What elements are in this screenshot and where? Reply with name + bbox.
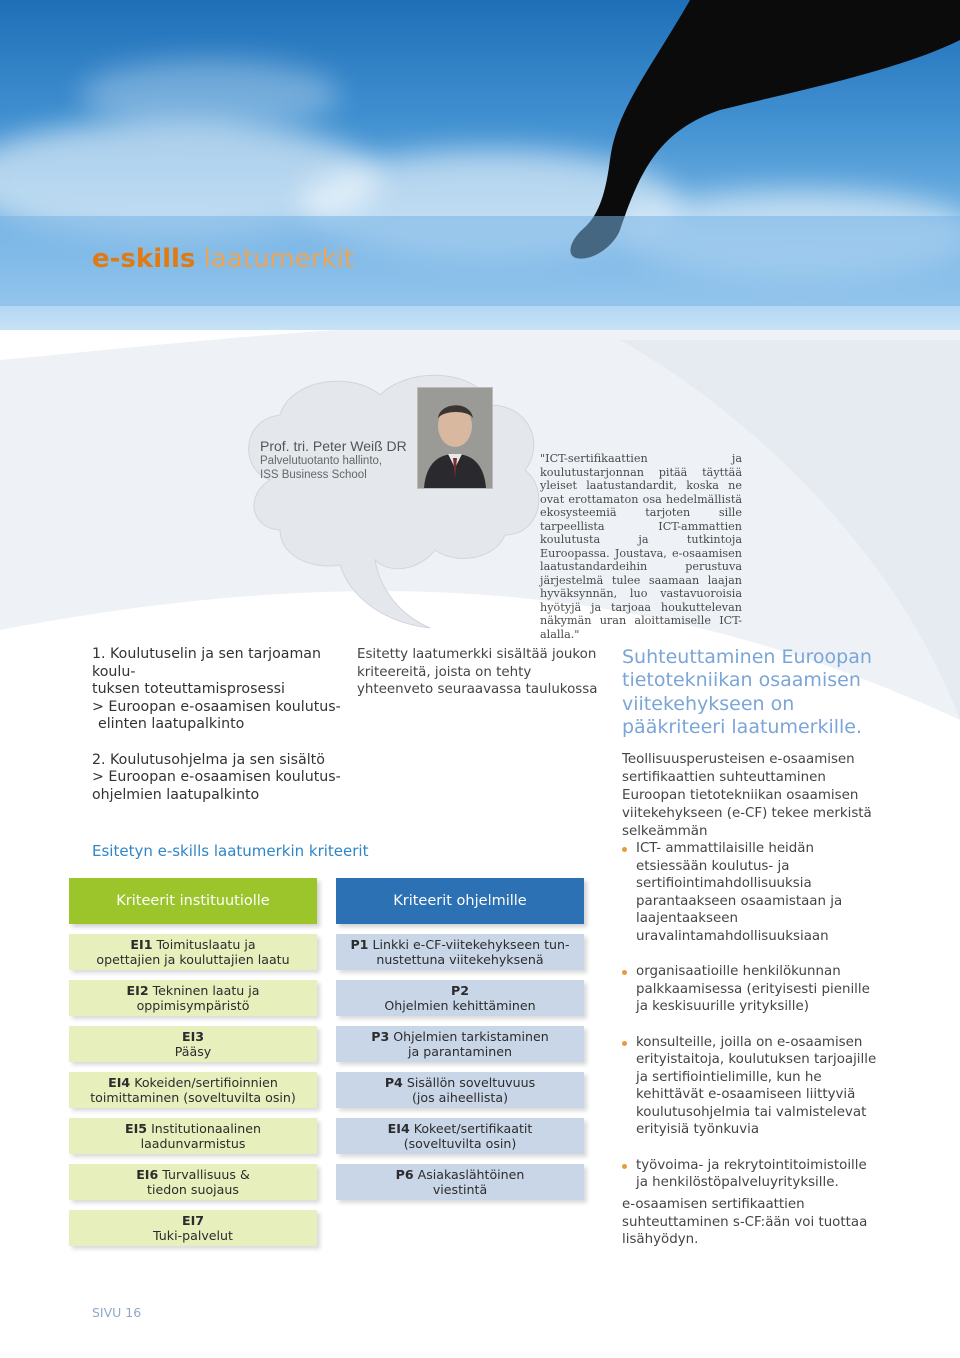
criteria-item-ei7 [69, 1210, 317, 1246]
criteria-code: P2 [451, 982, 469, 998]
benefits-list [622, 840, 880, 1210]
institution-criteria-table [69, 878, 317, 1246]
criteria-code: EI7 [181, 1212, 205, 1228]
criteria-item-ei6 [69, 1164, 317, 1200]
speech-bubble [230, 360, 550, 630]
award-2-line2: > Euroopan e-osaamisen koulutus- [92, 769, 341, 785]
criteria-text: Pääsy [174, 1044, 212, 1059]
benefit-text: organisaatioille henkilökunnan palkkaamisessa (erityisesti pienille ja keskisuurille yrityksille) [636, 964, 870, 1014]
page-number: SIVU 16 [92, 1305, 142, 1320]
benefit-text: konsulteille, joilla on e-osaamisen erityistaitoja, koulutuksen tarjoajille ja sertifiointielimille, kun he kehittävät e-osaamiseen liittyviä koulutusohjelmia tai valmistelevat erityisiä työnkuvia [636, 1034, 877, 1137]
criteria-item-p1 [336, 934, 584, 970]
bullet-icon [622, 1041, 627, 1046]
criteria-code: EI2 [126, 982, 149, 998]
criteria-code: P6 [395, 1166, 414, 1182]
criteria-item-p4 [336, 1072, 584, 1108]
criteria-text: Kokeet/sertifikaatit [409, 1120, 533, 1136]
criteria-text: toimittaminen (soveltuvilta osin) [90, 1090, 296, 1105]
award-list [92, 646, 342, 822]
criteria-code: EI1 [130, 936, 153, 952]
criteria-text: Tuki-palvelut [153, 1228, 233, 1243]
person-role [260, 454, 410, 482]
criteria-text: opettajien ja kouluttajien laatu [96, 952, 290, 967]
portrait-illustration [418, 388, 492, 488]
criteria-text: ja parantaminen [408, 1044, 512, 1059]
criteria-text: (soveltuvilta osin) [403, 1136, 517, 1151]
person-role-line2: ISS Business School [260, 469, 367, 481]
page-title [92, 244, 354, 274]
award-item-2 [92, 752, 342, 805]
criteria-text: tiedon suojaus [147, 1182, 239, 1197]
criteria-item-ei3 [69, 1026, 317, 1062]
bullet-icon [622, 1164, 627, 1169]
criteria-text: Ohjelmien kehittäminen [384, 998, 536, 1013]
criteria-text: Linkki e-CF-viitekehykseen tun- [368, 936, 570, 952]
benefit-item [622, 1034, 880, 1139]
award-2-line1: 2. Koulutusohjelma ja sen sisältö [92, 751, 325, 768]
award-2-line3: ohjelmien laatupalkinto [92, 786, 260, 803]
criteria-text: Asiakaslähtöinen [413, 1166, 525, 1182]
criteria-code: P3 [371, 1028, 390, 1044]
benefit-text: ICT- ammattilaisille heidän etsiessään koulutus- ja sertifiointimahdollisuuksia parantaakseen osaamistaan ja laajentaakseen uravalintamahdollisuuksiaan [636, 841, 843, 944]
criteria-item-p5 [336, 1118, 584, 1154]
quote-text: "ICT-sertifikaattien ja koulutustarjonnan pitää täyttää yleiset laatustandardit, koska ne ovat erottamaton osa hedelmällistä ekosysteemiä tarjoten sille tarpeellista ICT-ammattien koulutusta ja tutkintoja Euroopassa. Joustava, e-osaamisen laatustandardeihin perustuva järjestelmä tulee saamaan laajan hyväksynnän, luo vastavuoroisia hyötyjä ja tarjoaa houkuttelevan näkymän uran aloittamiselle ICT-alalla." [540, 452, 742, 641]
bullet-icon [622, 847, 627, 852]
title-rest: laatumerkit [195, 244, 354, 274]
award-1-line1: 1. Koulutuselin ja sen tarjoaman koulu- [92, 646, 321, 680]
criteria-text: (jos aiheellista) [411, 1090, 508, 1105]
award-1-line3: > Euroopan e-osaamisen koulutus- [92, 698, 341, 715]
criteria-item-ei2 [69, 980, 317, 1016]
criteria-text: oppimisympäristö [136, 998, 250, 1013]
program-criteria-heading: Kriteerit ohjelmille [336, 878, 584, 924]
criteria-item-ei5 [69, 1118, 317, 1154]
closing-text: e-osaamisen sertifikaattien suhteuttaminen s-CF:ään voi tuottaa lisähyödyn. [622, 1197, 868, 1247]
criteria-text: viestintä [432, 1182, 488, 1197]
ecf-heading: Suhteuttaminen Euroopan tietotekniikan osaamisen viitekehykseen on pääkriteeri laatumerkille. [622, 646, 872, 738]
award-1-line4: elinten laatupalkinto [98, 716, 245, 732]
criteria-item-p6 [336, 1164, 584, 1200]
benefit-text: työvoima- ja rekrytointitoimistoille ja henkilöstöpalveluyrityksille. [636, 1157, 867, 1190]
program-criteria-table [336, 878, 584, 1200]
criteria-code: P1 [350, 936, 369, 952]
criteria-code: P4 [384, 1074, 403, 1090]
criteria-item-p3 [336, 1026, 584, 1062]
criteria-item-ei1 [69, 934, 317, 970]
criteria-code: EI5 [125, 1120, 148, 1136]
criteria-code: EI4 [387, 1120, 410, 1136]
criteria-code: EI4 [108, 1074, 131, 1090]
bullet-icon [622, 970, 627, 975]
intro-text: Esitetty laatumerkki sisältää joukon kriteereitä, joista on tehty yhteenveto seuraavassa taulukossa [357, 647, 598, 697]
criteria-item-ei4 [69, 1072, 317, 1108]
criteria-text: Turvallisuus & [158, 1166, 250, 1182]
criteria-code: EI3 [181, 1028, 205, 1044]
person-name: Prof. tri. Peter Weiß DR [260, 438, 407, 454]
criteria-text: Toimituslaatu ja [152, 936, 256, 952]
criteria-text: laadunvarmistus [140, 1136, 246, 1151]
sky-banner [0, 0, 960, 330]
award-1-line2: tuksen toteuttamisprosessi [92, 681, 285, 697]
criteria-section-title: Esitetyn e-skills laatumerkin kriteerit [92, 842, 369, 860]
criteria-text: Kokeiden/sertifioinnien [130, 1074, 278, 1090]
criteria-code: EI6 [136, 1166, 159, 1182]
criteria-text: Tekninen laatu ja [148, 982, 260, 998]
ecf-body: Teollisuusperusteisen e-osaamisen sertifikaattien suhteuttaminen Euroopan tietotekniikan osaamisen viitekehykseen (e-CF) tekee merkistä selkeämmän [622, 752, 872, 839]
person-role-line1: Palvelutuotanto hallinto, [260, 455, 383, 467]
title-bold: e-skills [92, 244, 196, 274]
benefit-item [622, 840, 880, 945]
criteria-item-p2 [336, 980, 584, 1016]
benefit-item [622, 963, 880, 1016]
portrait-photo [417, 387, 493, 489]
criteria-text: Ohjelmien tarkistaminen [389, 1028, 549, 1044]
benefit-item [622, 1157, 880, 1192]
criteria-text: Institutionaalinen [147, 1120, 261, 1136]
criteria-text: Sisällön soveltuvuus [402, 1074, 536, 1090]
award-item-1 [92, 646, 342, 734]
institution-criteria-heading: Kriteerit instituutiolle [69, 878, 317, 924]
criteria-text: nustettuna viitekehyksenä [376, 952, 544, 967]
